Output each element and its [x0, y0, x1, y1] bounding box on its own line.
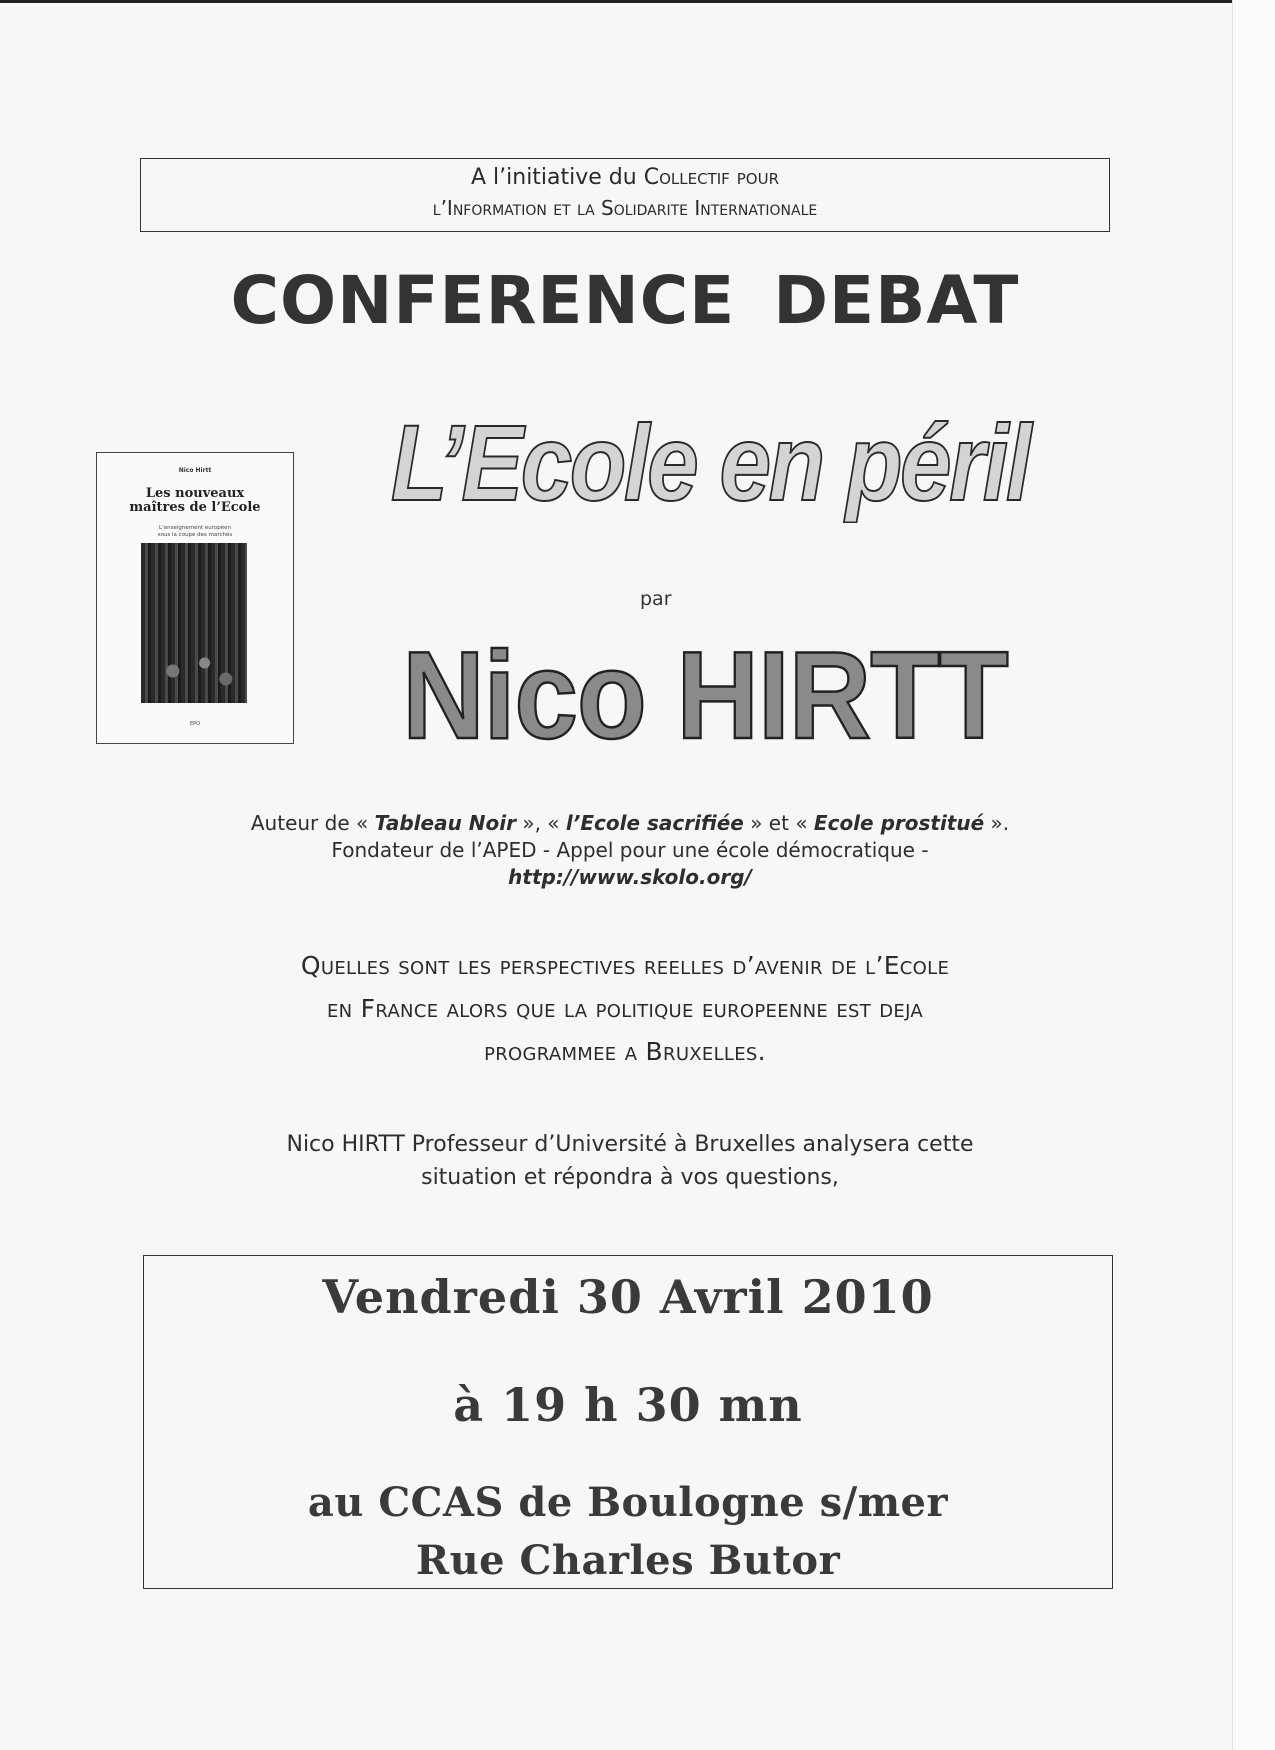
author-info: [140, 810, 1120, 891]
question-line-3: programmee a Bruxelles.: [484, 1037, 766, 1066]
book-cover-publisher: EPO: [189, 721, 201, 727]
page-title: CONFERENCE DEBAT: [230, 262, 1020, 339]
author-books-text-a: Auteur de «: [250, 811, 375, 835]
initiative-org-line-1: Collectif pour: [643, 165, 780, 190]
book-cover-subtitle: [97, 525, 293, 539]
book-cover-title-line-1: Les nouveaux: [145, 486, 245, 501]
event-street: Rue Charles Butor: [415, 1537, 841, 1584]
author-books-text-b: », «: [516, 811, 566, 835]
speaker-name: Nico HIRTT: [402, 627, 1008, 765]
author-founder-line: Fondateur de l’APED - Appel pour une école démocratique -: [331, 838, 929, 862]
book-cover-title-line-2: maîtres de l’Ecole: [129, 500, 261, 515]
event-location: [144, 1474, 1112, 1590]
initiative-line-1: [141, 163, 1109, 193]
question-line-2: en France alors que la politique europeenne est deja: [327, 994, 923, 1023]
analysis-line-1: Nico HIRTT Professeur d’Université à Bruxelles analysera cette: [286, 1132, 974, 1157]
question-line-1: Quelles sont les perspectives reelles d’avenir de l’Ecole: [300, 951, 950, 980]
book-cover-title: [97, 487, 293, 515]
book-cover-photo: [141, 543, 247, 703]
book-title-ecole-sacrifiee: l’Ecole sacrifiée: [565, 811, 744, 835]
author-books-line: [140, 810, 1120, 837]
event-venue: au CCAS de Boulogne s/mer: [307, 1479, 949, 1526]
author-url: [140, 864, 1120, 891]
book-cover-subtitle-line-1: L’enseignement européen: [158, 525, 232, 531]
book-cover-author: Nico Hirtt: [178, 467, 212, 474]
author-books-text-d: ».: [984, 811, 1010, 835]
event-date: Vendredi 30 Avril 2010: [322, 1270, 934, 1324]
event-box: [143, 1255, 1113, 1589]
analysis-line-2: situation et répondra à vos questions,: [421, 1165, 839, 1190]
question-block: [120, 944, 1130, 1073]
initiative-box: [140, 158, 1110, 232]
initiative-org-line-2: l’Information et la Solidarite Internationale: [432, 196, 818, 220]
initiative-prefix: A l’initiative du: [470, 165, 644, 190]
book-cover-subtitle-line-2: sous la coupe des marchés: [157, 532, 233, 538]
book-title-ecole-prostitue: Ecole prostitué: [813, 811, 985, 835]
scan-top-edge: [0, 0, 1275, 3]
author-books-text-c: » et «: [743, 811, 814, 835]
talk-title: L’Ecole en péril: [390, 402, 1030, 523]
skolo-link[interactable]: http://www.skolo.org/: [508, 865, 752, 889]
event-time: à 19 h 30 mn: [453, 1378, 803, 1432]
talk-by: par: [640, 588, 672, 610]
scan-right-margin: [1232, 0, 1275, 1750]
book-title-tableau-noir: Tableau Noir: [374, 811, 516, 835]
book-cover-image: [96, 452, 294, 744]
analysis-block: [140, 1128, 1120, 1194]
